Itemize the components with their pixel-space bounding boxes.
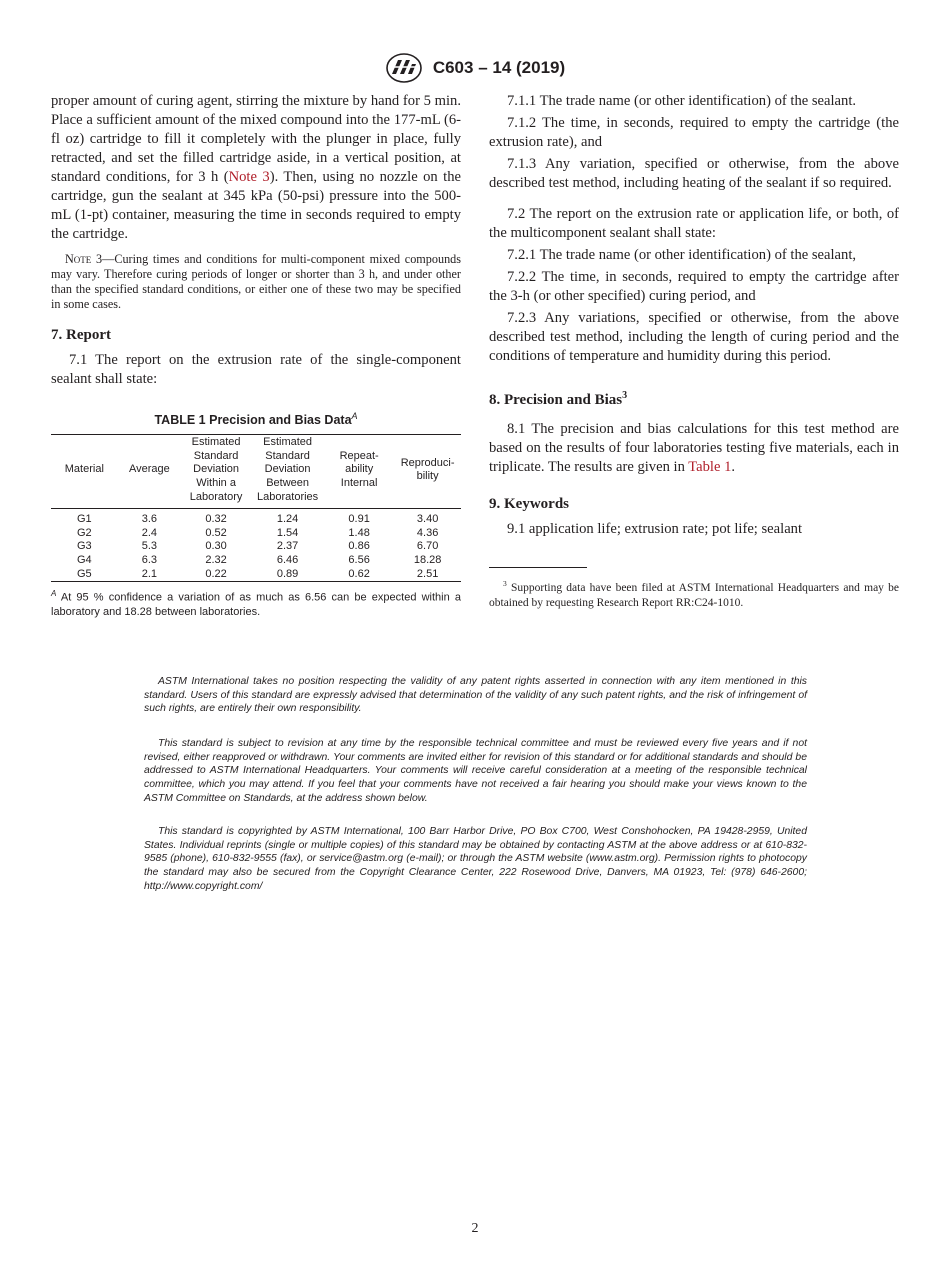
paragraph-8-1: 8.1 The precision and bias calculations for this test method are based on the results of four laboratories testing five materials, each in triplicate. The results are given in Table 1. — [489, 421, 899, 475]
table-1-title: TABLE 1 Precision and Bias Data$^A$ — [154, 411, 358, 428]
table-cell: 1.48 — [348, 526, 370, 539]
table-header-row — [51, 435, 461, 509]
table-cell: 5.3 — [141, 540, 157, 553]
paragraph-7-2-1: 7.2.1 The trade name (or other identification) of the sealant, — [507, 247, 857, 263]
table-cell: 0.86 — [348, 540, 370, 553]
table-cell: 6.46 — [276, 553, 299, 566]
paragraph-7-2: 7.2 The report on the extrusion rate or application life, or both, of the multicomponent sealant shall state: — [489, 206, 899, 241]
table-cell: G5 — [76, 567, 92, 580]
paragraph-continued: proper amount of curing agent, stirring the mixture by hand for 5 min. Place a sufficient amount of the mixed compound into the 177-mL (6-fl oz) cartridge to fill it completely with the plunger in place, fully retracted, and set the filled cartridge aside, in a vertical position, at standard conditions, for 3 h (Note 3). Then, using no nozzle on the cartridge, gun the sealant at 345 kPa (50-psi) pressure into the 500-mL (1-pt) container, measuring the time in seconds required to empty the cartridge. — [51, 93, 461, 242]
revision-notice: This standard is subject to revision at any time by the responsible technical committee and must be reviewed every five years and if not revised, either reapproved or withdrawn. Your comments are invited either for revision of this standard or for additional standards and should be addressed to ASTM International Headquarters. Your comments will receive careful consideration at a meeting of the responsible technical committee, which you may attend. If you feel that your comments have not received a fair hearing you should make your views known to the ASTM Committee on Standards, at the address shown below. — [144, 738, 807, 804]
column-header: Repeat-ability Internal — [339, 449, 379, 489]
page-number: 2 — [471, 1221, 479, 1236]
table-cell: 2.4 — [141, 526, 157, 539]
table-body — [51, 509, 461, 582]
table-cell: 6.3 — [141, 553, 157, 566]
paragraph-7-2-2: 7.2.2 The time, in seconds, required to empty the cartridge after the 3-h (or other specified) curing period, and — [489, 269, 899, 304]
table-1-footnote: $^A$ At 95 % confidence a variation of as much as 6.56 can be expected within a laboratory and 18.28 between laboratories. — [51, 589, 461, 618]
table-cell: 2.37 — [276, 540, 299, 553]
copyright-notice: This standard is copyrighted by ASTM International, 100 Barr Harbor Drive, PO Box C700, West Conshohocken, PA 19428-2959, United States. Individual reprints (single or multiple copies) of this standard may be obtained by contacting ASTM at the above address or at 610-832-9585 (phone), 610-832-9555 (fax), or service@astm.org (e-mail); or through the ASTM website (www.astm.org). Permission rights to photocopy the standard may also be secured from the Copyright Clearance Center, 222 Rosewood Drive, Danvers, MA 01923, Tel: (978) 646-2600; http://www.copyright.com/ — [144, 826, 807, 892]
note-3-link[interactable]: Note 3 — [228, 169, 270, 185]
table-cell: 0.52 — [205, 526, 227, 539]
paragraph-7-1: 7.1 The report on the extrusion rate of the single-component sealant shall state: — [51, 352, 461, 387]
right-column — [489, 92, 899, 611]
table-cell: 2.32 — [205, 553, 227, 566]
table-cell: 0.22 — [205, 567, 227, 580]
page-header — [0, 52, 950, 84]
table-row — [51, 527, 461, 541]
table-1-link[interactable]: Table 1 — [688, 459, 732, 475]
table-cell: 1.24 — [276, 513, 299, 526]
table-cell: 2.51 — [416, 567, 439, 580]
paragraph-7-1-2: 7.1.2 The time, in seconds, required to empty the cartridge (the extrusion rate), and — [489, 115, 899, 150]
column-header: Average — [128, 463, 170, 476]
table-cell: 2.1 — [141, 567, 157, 580]
document-designation: C603 – 14 (2019) — [432, 58, 566, 77]
left-column — [51, 92, 461, 619]
table-cell: G2 — [76, 526, 92, 539]
table-cell: G1 — [76, 513, 92, 526]
footnote-3: $^3$ Supporting data have been filed at ASTM International Headquarters and may be obtained by requesting Research Report RR:C24-1010. — [489, 579, 899, 609]
table-row — [51, 509, 461, 527]
astm-logo-icon — [385, 52, 423, 84]
section-9-heading: 9. Keywords — [489, 496, 569, 512]
table-cell: 1.54 — [276, 526, 299, 539]
table-cell: 6.56 — [348, 553, 370, 566]
table-row — [51, 554, 461, 568]
table-cell: 0.30 — [205, 540, 227, 553]
table-cell: 4.36 — [416, 526, 439, 539]
table-row — [51, 568, 461, 582]
table-cell: 18.28 — [413, 553, 442, 566]
column-header: Estimated Standard Deviation Within a Laboratory — [189, 436, 243, 503]
paragraph-7-1-3: 7.1.3 Any variation, specified or otherwise, from the above described test method, including heating of the sealant if so required. — [489, 156, 899, 191]
table-cell: G3 — [76, 540, 92, 553]
section-8-heading: 8. Precision and Bias$^3$ — [489, 390, 628, 408]
table-cell: G4 — [76, 553, 92, 566]
column-header: Reproduci-bility — [400, 456, 455, 483]
table-cell: 0.62 — [348, 567, 370, 580]
table-cell: 6.70 — [416, 540, 439, 553]
table-cell: 0.32 — [205, 513, 227, 526]
paragraph-7-1-1: 7.1.1 The trade name (or other identification) of the sealant. — [507, 93, 857, 109]
table-row — [51, 540, 461, 554]
paragraph-7-2-3: 7.2.3 Any variations, specified or otherwise, from the above described test method, including the length of curing period and the conditions of temperature and humidity during this period. — [489, 310, 899, 364]
table-cell: 0.91 — [348, 513, 370, 526]
table-cell: 3.6 — [141, 513, 157, 526]
column-header: Estimated Standard Deviation Between Laboratories — [257, 436, 319, 503]
precision-bias-table — [51, 434, 461, 582]
column-header: Material — [64, 463, 104, 476]
table-cell: 0.89 — [276, 567, 299, 580]
section-7-heading: 7. Report — [51, 327, 111, 343]
paragraph-9-1: 9.1 application life; extrusion rate; pot life; sealant — [507, 521, 803, 537]
footnote-divider — [489, 567, 587, 568]
note-3: Note 3—Curing times and conditions for multi-component mixed compounds may vary. Therefore curing periods of longer or shorter than 3 h, and under other than the specified standard conditions, or either one of these two may be specified in some cases. — [51, 252, 461, 311]
patent-notice: ASTM International takes no position respecting the validity of any patent rights asserted in connection with any item mentioned in this standard. Users of this standard are expressly advised that determination of the validity of any such patent rights, and the risk of infringement of such rights, are entirely their own responsibility. — [144, 676, 807, 715]
table-cell: 3.40 — [416, 513, 439, 526]
